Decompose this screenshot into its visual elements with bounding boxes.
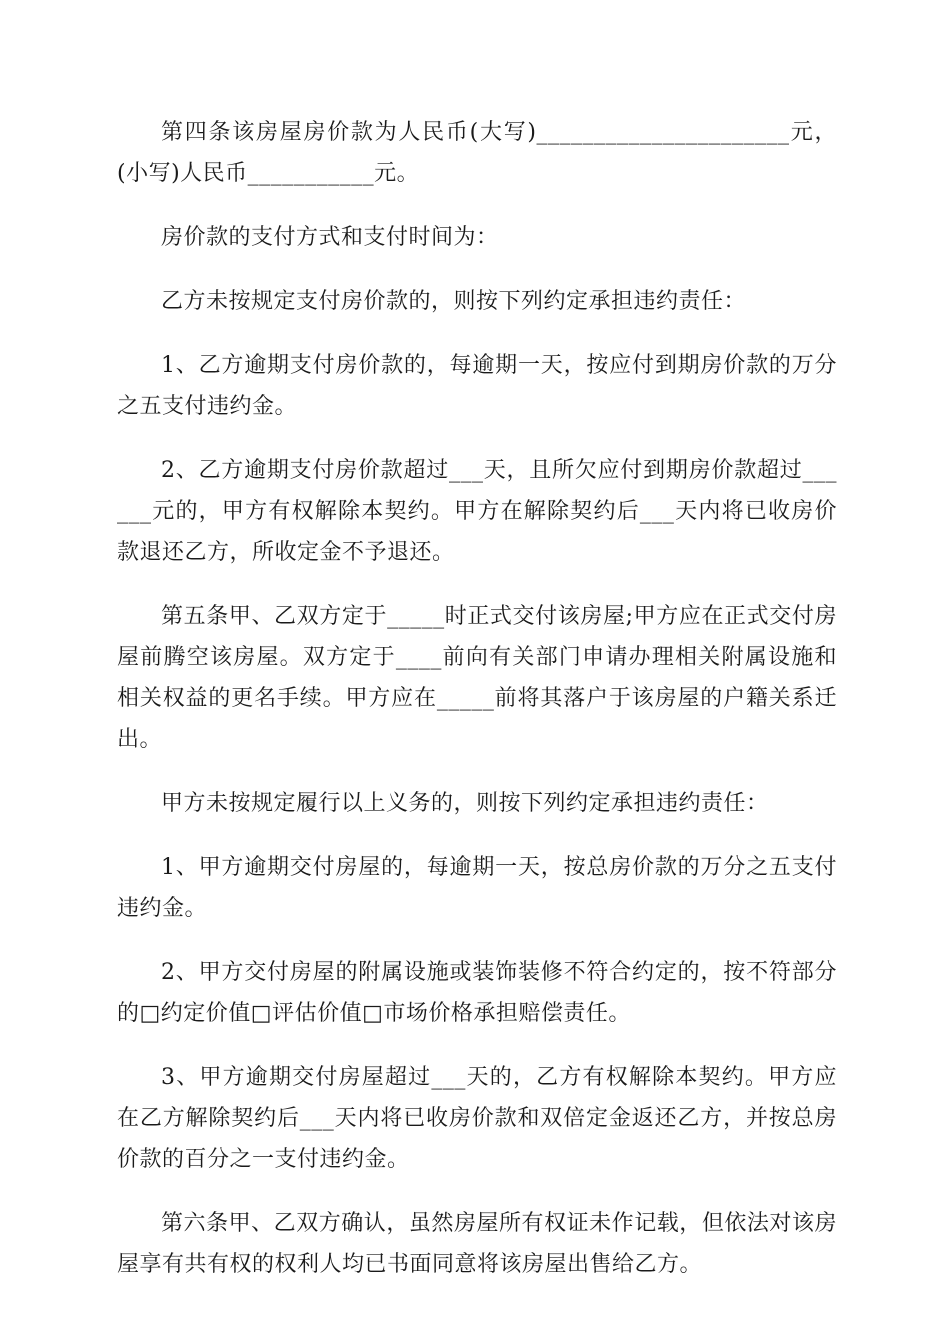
payment-method-paragraph: 房价款的支付方式和支付时间为：: [161, 225, 499, 250]
seller-liability-intro-paragraph: 甲方未按规定履行以上义务的，则按下列约定承担违约责任：: [161, 791, 769, 816]
document-body: [117, 112, 837, 1285]
clause-5-delivery-paragraph: 第五条甲、乙双方定于_____时正式交付该房屋;甲方应在正式交付房屋前腾空该房屋。双方定于____前向有关部门申请办理相关附属设施和相关权益的更名手续。甲方应在_____前将其落户于该房屋的户籍关系迁出。: [117, 604, 837, 752]
buyer-liability-item-2: 2、乙方逾期支付房价款超过___天，且所欠应付到期房价款超过______元的，甲方有权解除本契约。甲方在解除契约后___天内将已收房价款退还乙方，所收定金不予退还。: [117, 458, 837, 565]
clause-6-co-owner-paragraph: 第六条甲、乙双方确认，虽然房屋所有权证未作记载，但依法对该房屋享有共有权的权利人均已书面同意将该房屋出售给乙方。: [117, 1211, 837, 1277]
clause-4-price-paragraph: 第四条该房屋房价款为人民币(大写)______________________元，(小写)人民币___________元。: [117, 120, 837, 186]
seller-liability-item-3: 3、甲方逾期交付房屋超过___天的，乙方有权解除本契约。甲方应在乙方解除契约后___天内将已收房价款和双倍定金返还乙方，并按总房价款的百分之一支付违约金。: [117, 1065, 837, 1172]
seller-liability-item-1: 1、甲方逾期交付房屋的，每逾期一天，按总房价款的万分之五支付违约金。: [117, 855, 837, 921]
seller-liability-item-2: 2、甲方交付房屋的附属设施或装饰装修不符合约定的，按不符部分的□约定价值□评估价值□市场价格承担赔偿责任。: [117, 960, 837, 1026]
buyer-liability-item-1: 1、乙方逾期支付房价款的，每逾期一天，按应付到期房价款的万分之五支付违约金。: [117, 353, 837, 419]
buyer-liability-intro-paragraph: 乙方未按规定支付房价款的，则按下列约定承担违约责任：: [161, 289, 747, 314]
